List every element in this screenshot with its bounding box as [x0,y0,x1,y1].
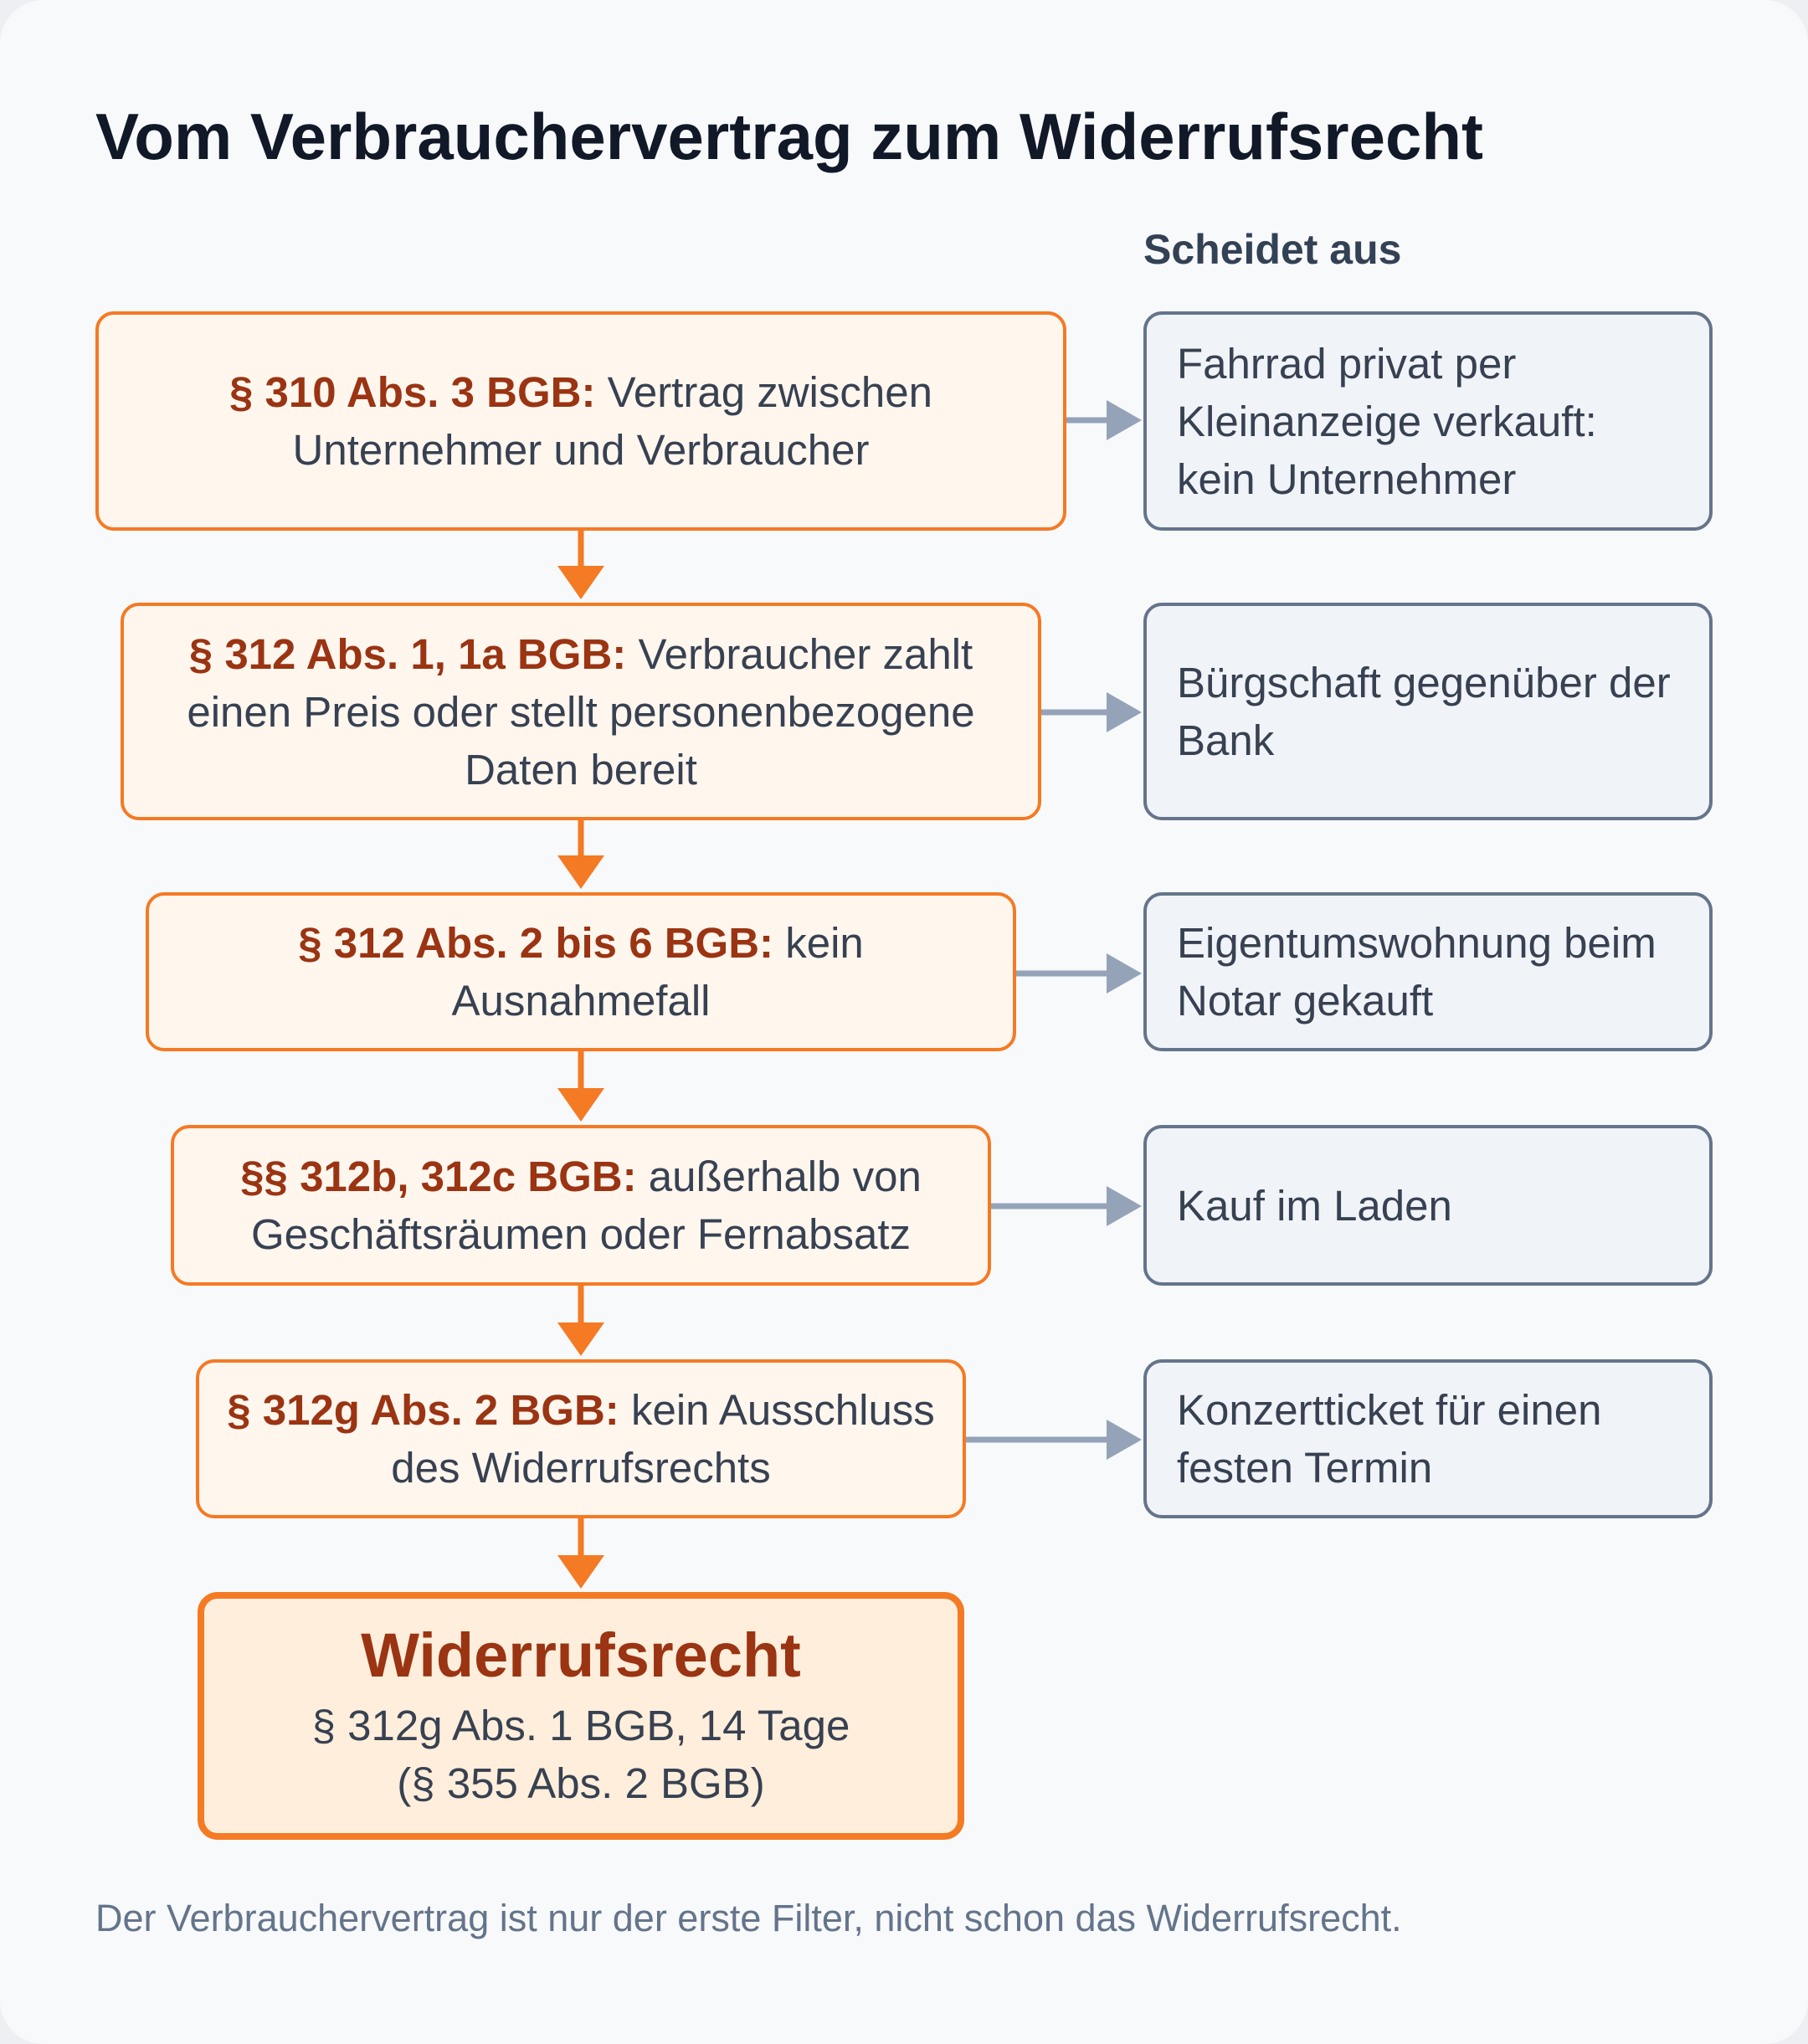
side-arrow-5 [964,1420,1142,1460]
diagram-title: Vom Verbrauchervertrag zum Widerrufsrecht [95,100,1484,173]
step-text-5 [224,1381,937,1497]
exclusion-text-2: Bürgschaft gegenüber der Bank [1177,659,1671,764]
side-arrow-1 [1065,400,1142,440]
step-desc-1: Vertrag zwischen Unternehmer und Verbraucher [292,368,932,474]
down-arrow-3 [557,1051,604,1122]
down-arrow-5 [557,1518,604,1589]
side-arrow-3 [1014,953,1142,994]
step-box-4 [171,1125,991,1286]
side-arrow-4 [989,1186,1142,1226]
down-arrow-1 [557,531,604,599]
exclusion-text-4: Kauf im Laden [1177,1181,1452,1230]
exclusion-box-5 [1143,1359,1713,1518]
result-text: § 312g Abs. 1 BGB, 14 Tage (§ 355 Abs. 2 BGB) [311,1702,850,1807]
exclusion-text-1: Fahrrad privat per Kleinanzeige verkauft: kein Unternehmer [1177,339,1597,503]
result-box [198,1592,964,1840]
down-arrow-4 [557,1286,604,1356]
step-desc-3: kein Ausnahmefall [451,919,864,1025]
side-arrow-2 [1040,692,1142,732]
result-title: Widerrufsrecht [361,1620,801,1690]
exclusion-text-5: Konzertticket für einen festen Termin [1177,1386,1602,1492]
step-box-2 [121,603,1041,820]
step-ref-1: § 310 Abs. 3 BGB: [229,368,596,416]
step-ref-2: § 312 Abs. 1, 1a BGB: [188,629,627,678]
step-desc-5: kein Ausschluss des Widerrufsrechts [391,1386,935,1492]
exclusion-box-2 [1143,603,1713,820]
exclusion-box-3 [1143,892,1713,1051]
step-box-1 [95,311,1066,531]
step-text-4 [199,1148,963,1263]
step-ref-4: §§ 312b, 312c BGB: [240,1153,637,1200]
step-desc-2: Verbraucher zahlt einen Preis oder stellt personenbezogene Daten bereit [187,629,975,793]
exclusion-box-1 [1143,311,1713,531]
exclusion-box-4 [1143,1125,1713,1286]
footnote: Der Verbrauchervertrag ist nur der erste Filter, nicht schon das Widerrufsrecht. [95,1897,1402,1939]
step-text-3 [174,914,988,1030]
exclusion-text-3: Eigentumswohnung beim Notar gekauft [1177,919,1656,1025]
step-ref-5: § 312g Abs. 2 BGB: [227,1386,619,1434]
step-box-3 [146,892,1016,1051]
step-text-2 [149,625,1013,799]
step-text-1 [124,363,1038,479]
step-ref-3: § 312 Abs. 2 bis 6 BGB: [298,919,774,967]
down-arrow-2 [557,820,604,889]
step-desc-4: außerhalb von Geschäftsräumen oder Fernabsatz [250,1153,922,1258]
step-box-5 [196,1359,966,1518]
exclusions-heading: Scheidet aus [1143,226,1402,273]
